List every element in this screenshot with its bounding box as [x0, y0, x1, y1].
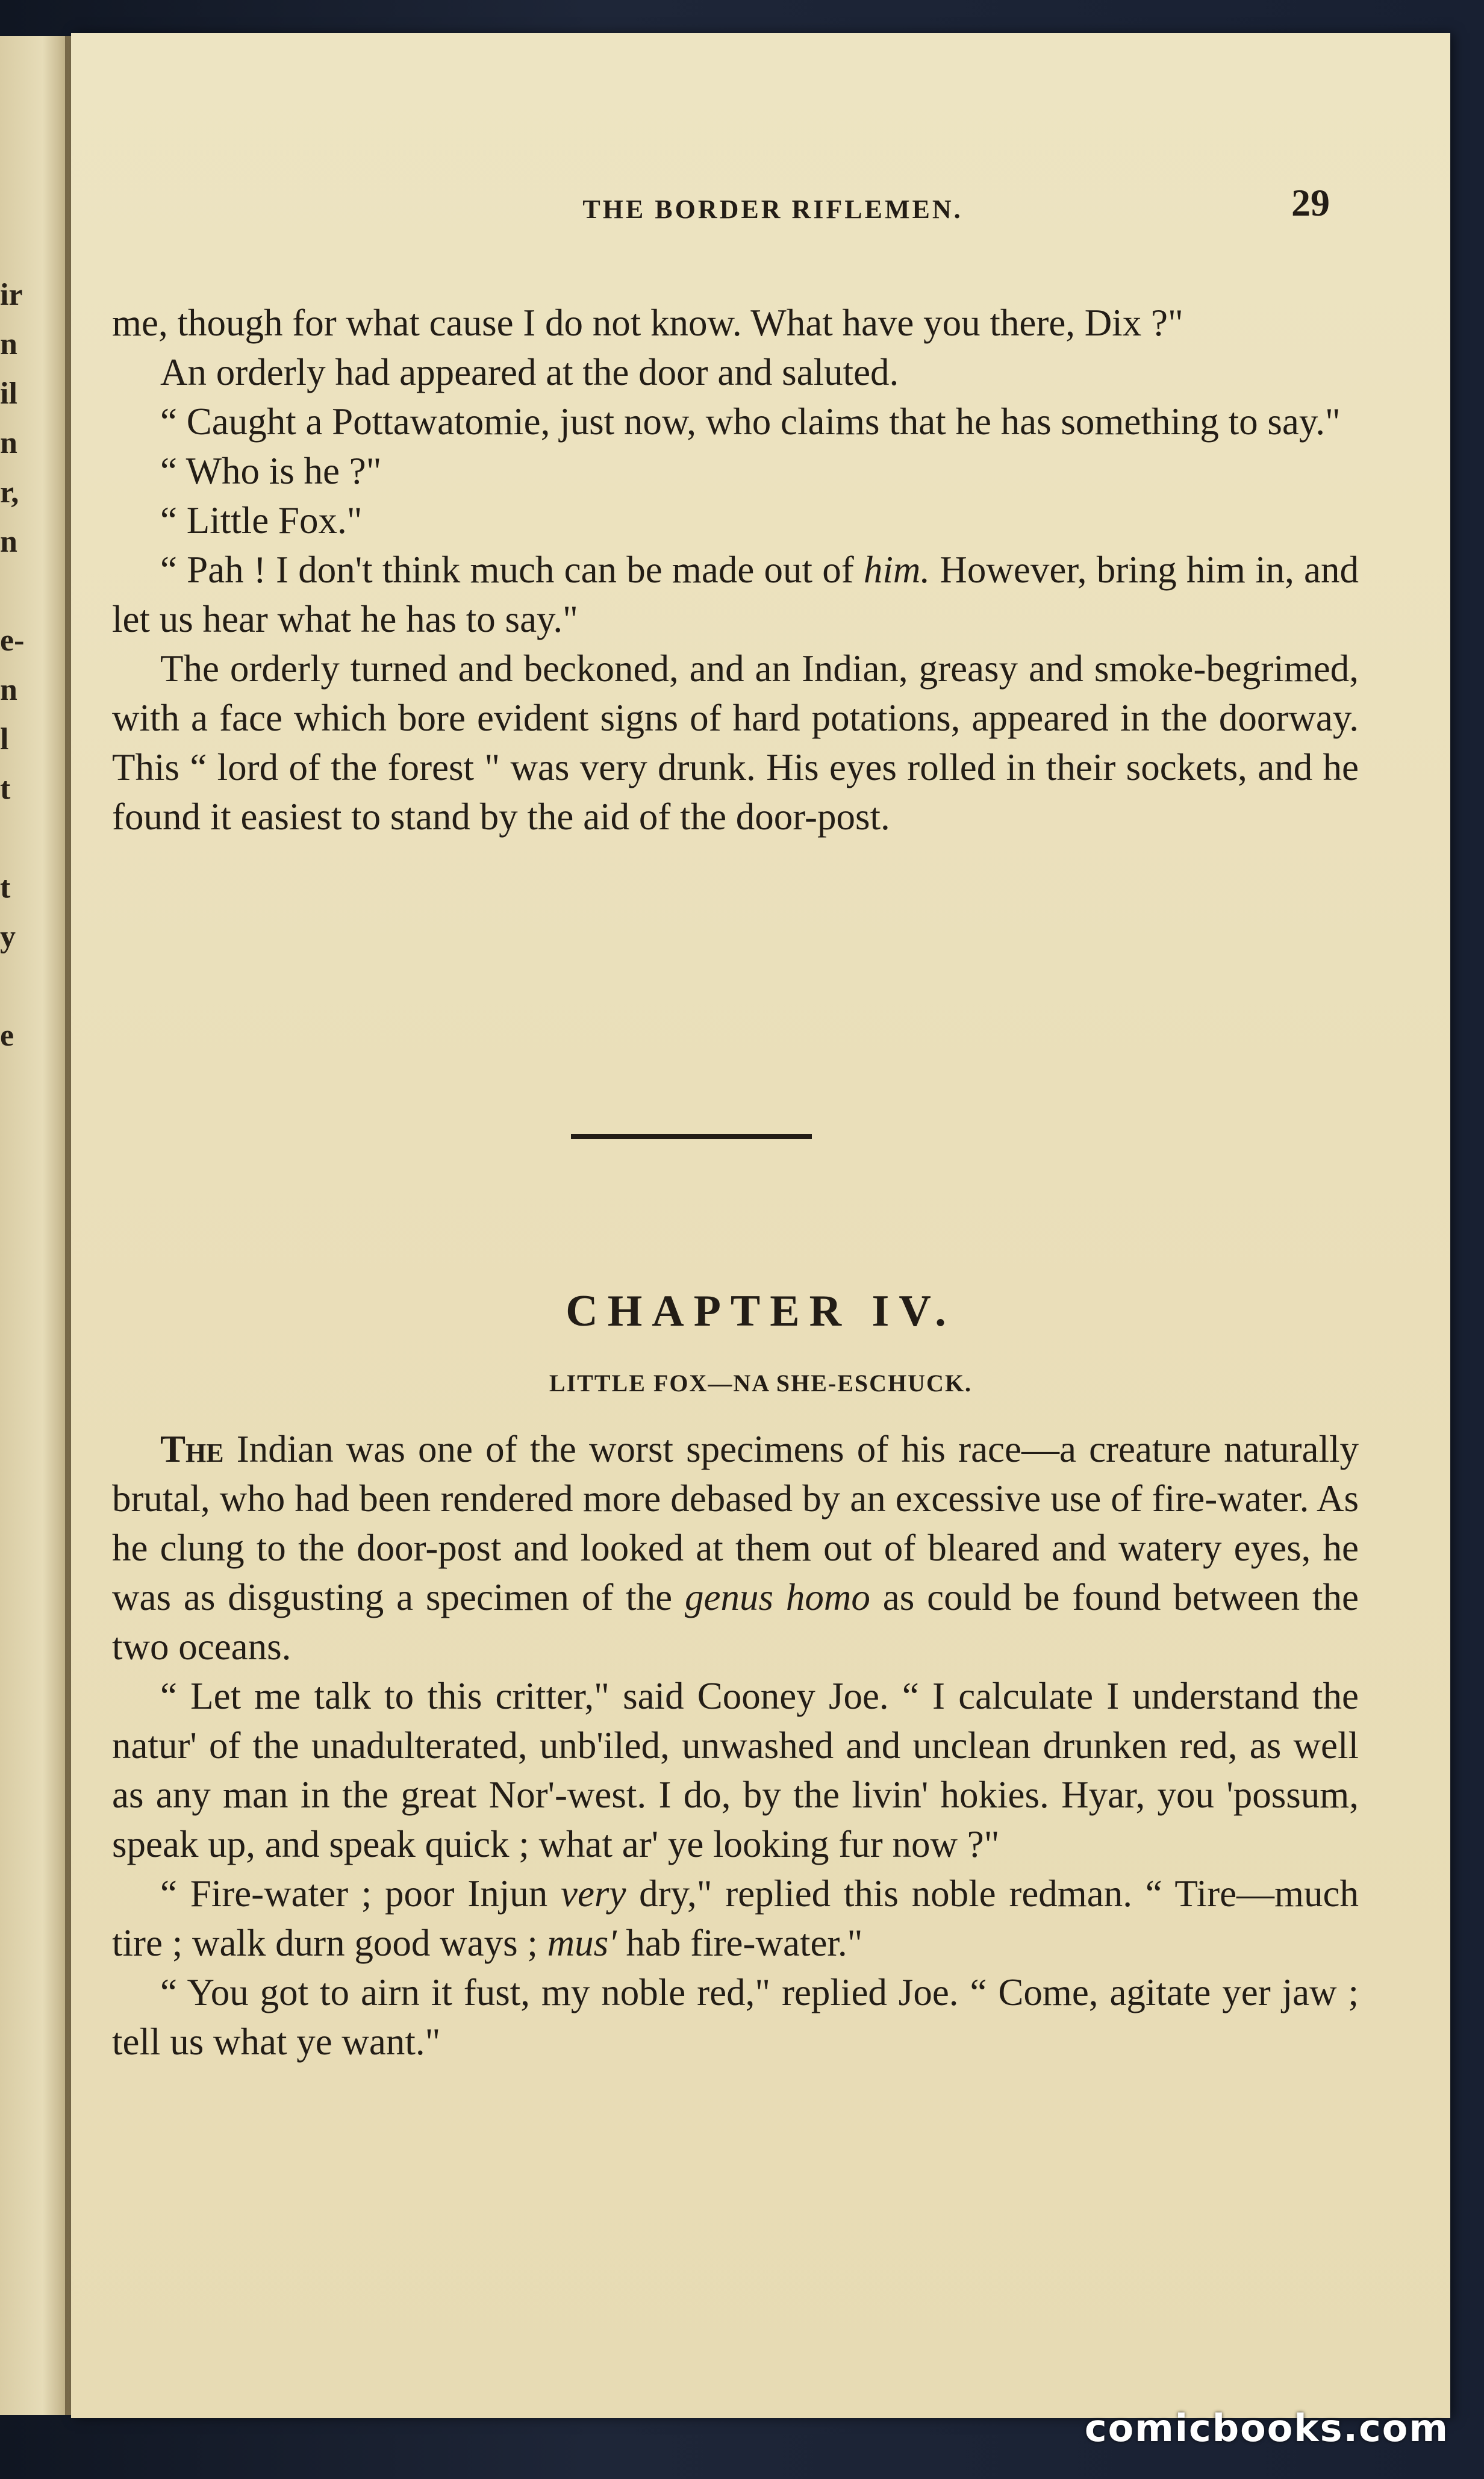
edge-char: n	[0, 327, 17, 361]
paragraph: The orderly turned and beckoned, and an Indian, greasy and smoke-begrimed, with a face which bore evident signs of hard potations, appeared in the doorway. This “ lord of the forest " was very drunk. His eyes rolled in their sockets, and he found it easiest to stand by the aid of the door-post.	[112, 647, 1359, 838]
section-rule	[571, 1134, 812, 1139]
paragraph: “ Who is he ?"	[160, 450, 382, 492]
paragraph	[112, 545, 1359, 644]
left-page-edge	[0, 36, 71, 2415]
edge-char: n	[0, 426, 17, 460]
text-run: “ Fire-water ; poor Injun	[160, 1873, 561, 1915]
edge-char: ir	[0, 278, 23, 312]
paragraph	[112, 1424, 1359, 1671]
paragraph: An orderly had appeared at the door and saluted.	[160, 351, 899, 393]
edge-char: e	[0, 1018, 14, 1053]
text-run: dry," replied this noble redman. “ Tire—much tire ; walk durn good ways ;	[112, 1873, 1359, 1964]
paragraph: “ Let me talk to this critter," said Cooney Joe. “ I calculate I understand the natur' of the unadulterated, unb'iled, unwashed and unclean drunken red, as well as any man in the great Nor'-west. I do, by the livin' hokies. Hyar, you 'possum, speak up, and speak quick ; what ar' ye looking fur now ?"	[112, 1675, 1359, 1865]
text-run: “ Pah ! I don't think much can be made out of	[160, 549, 864, 591]
edge-char: il	[0, 376, 17, 411]
chapter-subtitle: LITTLE FOX—NA SHE-ESCHUCK.	[549, 1370, 973, 1397]
text-run: However, bring him in, and let us hear what he has to say."	[112, 549, 1359, 640]
edge-char: t	[0, 772, 11, 806]
paragraph: me, though for what cause I do not know. What have you there, Dix ?"	[112, 302, 1183, 344]
edge-char: r,	[0, 475, 19, 510]
edge-char: e-	[0, 623, 25, 658]
chapter-title: CHAPTER IV.	[566, 1286, 956, 1336]
edge-char: n	[0, 525, 17, 559]
paragraph	[112, 1869, 1359, 1968]
text-run: hab fire-water."	[616, 1922, 863, 1964]
watermark-logo: comicbooks.com	[1084, 2406, 1449, 2450]
emphasis: genus homo	[685, 1576, 870, 1618]
emphasis: him.	[863, 549, 931, 591]
paragraph: “ Little Fox."	[160, 499, 363, 541]
edge-char: y	[0, 920, 16, 954]
book-page	[71, 33, 1450, 2418]
paragraph: “ Caught a Pottawatomie, just now, who claims that he has something to say."	[160, 401, 1341, 443]
edge-char: n	[0, 673, 17, 707]
edge-char: l	[0, 722, 9, 756]
text-block-bottom	[112, 1424, 1359, 2066]
page-number: 29	[1291, 181, 1330, 224]
emphasis: very	[561, 1873, 626, 1915]
text-run: as could be found between the two oceans.	[112, 1576, 1359, 1668]
emphasis: mus'	[547, 1922, 617, 1964]
running-head	[71, 175, 1450, 223]
running-title: THE BORDER RIFLEMEN.	[582, 195, 963, 224]
edge-char: t	[0, 870, 11, 905]
text-run: Indian was one of the worst specimens of his race—a creature naturally brutal, who had been rendered more debased by an excessive use of fire-water. As he clung to the door-post and looked at them out of bleared and watery eyes, he was as disgusting a specimen of the	[112, 1428, 1359, 1618]
paragraph: “ You got to airn it fust, my noble red," replied Joe. “ Come, agitate yer jaw ; tell us what ye want."	[112, 1971, 1359, 2063]
lead-word: The	[160, 1428, 224, 1470]
text-block-top	[112, 298, 1359, 841]
